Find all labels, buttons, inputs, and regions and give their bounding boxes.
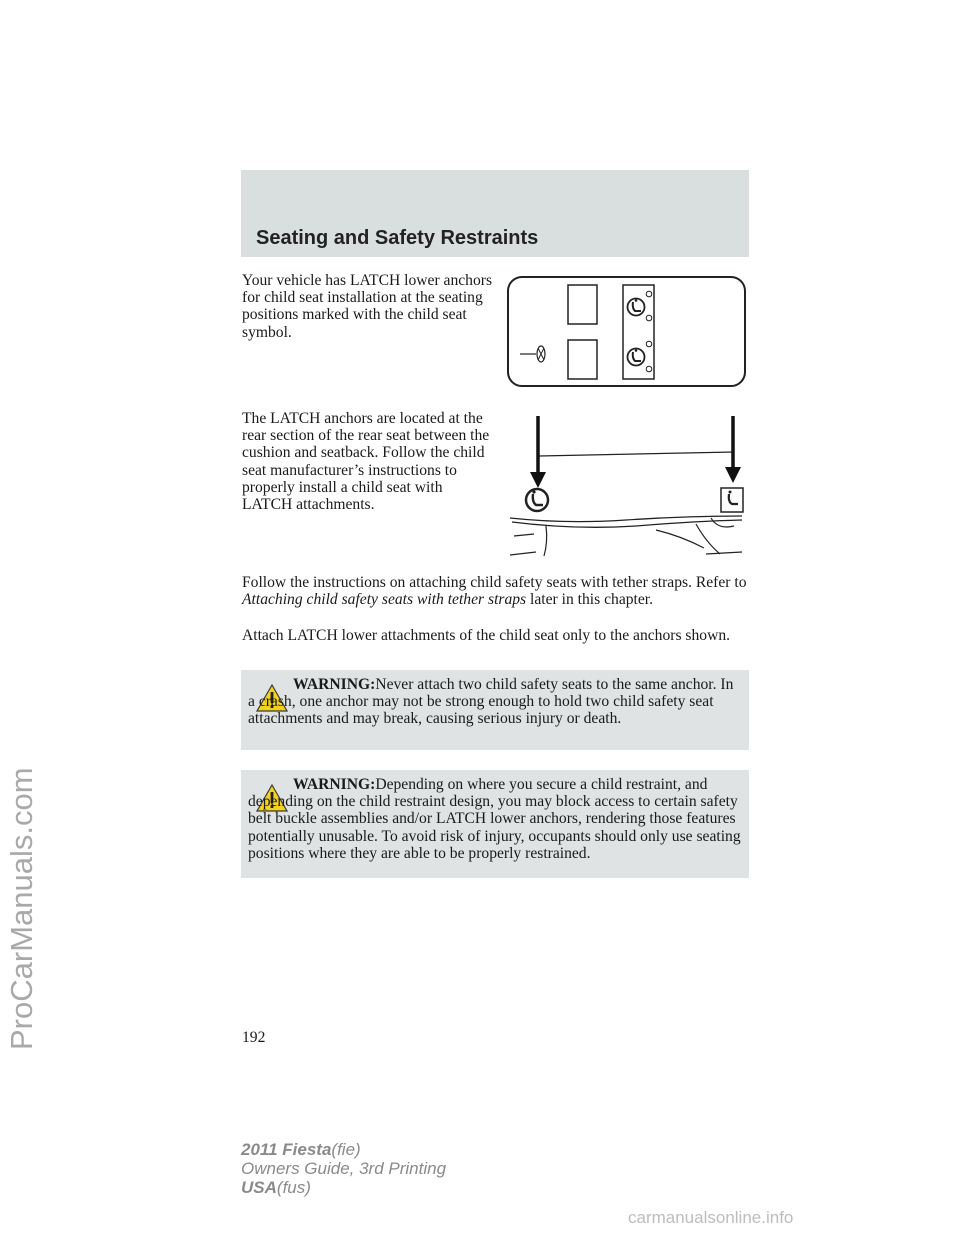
warning-label: WARNING: xyxy=(293,776,376,793)
section-title: Seating and Safety Restraints xyxy=(256,227,539,249)
footer-model-code: (fie) xyxy=(331,1140,361,1159)
warning-box-2 xyxy=(241,770,749,878)
child-seat-symbol-icon xyxy=(721,488,743,512)
side-watermark: ProCarManuals.com xyxy=(4,767,39,1050)
warning-label: WARNING: xyxy=(293,676,376,693)
tether-reference-text: Follow the instructions on attaching child safety seats with tether straps. Refer to xyxy=(242,574,747,591)
latch-anchor-location-illustration xyxy=(506,414,748,560)
footer-market-code: (fus) xyxy=(276,1178,311,1197)
footer-edition: Owners Guide, 3rd Printing xyxy=(241,1159,447,1178)
tether-reference-paragraph xyxy=(242,574,750,608)
warning-text-1 xyxy=(248,676,741,728)
child-seat-symbol-icon xyxy=(526,489,548,511)
footer-model: 2011 Fiesta xyxy=(241,1140,332,1159)
warning-body: Never attach two child safety seats to the same anchor. In a crash, one anchor may not be strong enough to hold two child safety seat attachments and may break, causing serious injury or death. xyxy=(248,676,734,728)
warning-box-1 xyxy=(241,670,749,750)
footer-market: USA xyxy=(241,1178,277,1197)
page-number: 192 xyxy=(242,1029,266,1046)
section-header xyxy=(241,170,749,257)
child-seat-symbol-icon xyxy=(628,299,645,316)
site-watermark: carmanualsonline.info xyxy=(628,1208,794,1227)
tether-reference-link: Attaching child safety seats with tether straps xyxy=(242,591,527,609)
intro-paragraph: Your vehicle has LATCH lower anchors for child seat installation at the seating positions marked with the child seat symbol. xyxy=(242,272,493,341)
tether-reference-tail: later in this chapter. xyxy=(530,591,654,609)
document-footer xyxy=(241,1140,446,1197)
attach-instruction-paragraph: Attach LATCH lower attachments of the child seat only to the anchors shown. xyxy=(242,627,731,644)
anchor-location-paragraph: The LATCH anchors are located at the rear section of the rear seat between the cushion and seatback. Follow the child seat manufacturer’s instructions to properly install a child seat with LATCH attachments. xyxy=(242,410,490,514)
vehicle-top-view-illustration xyxy=(506,275,748,389)
warning-body: Depending on where you secure a child restraint, and depending on the child restraint design, you may block access to certain safety belt buckle assemblies and/or LATCH lower anchors, rendering those features potentially unusable. To avoid risk of injury, occupants should only use seating positions where they are able to be properly restrained. xyxy=(248,776,741,862)
warning-text-2 xyxy=(248,776,741,862)
child-seat-symbol-icon xyxy=(628,349,645,366)
